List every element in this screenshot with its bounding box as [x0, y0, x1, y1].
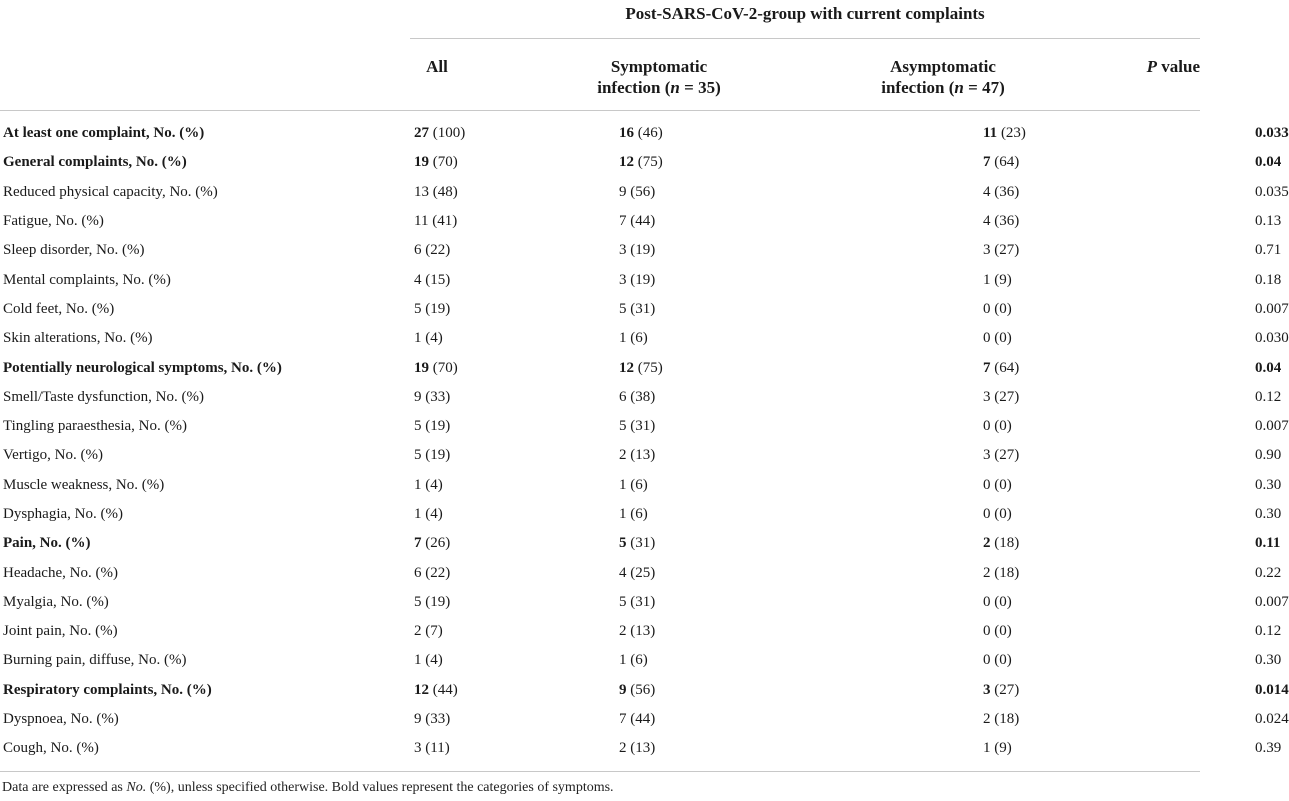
cell-all	[413, 617, 558, 646]
cell-symptomatic-sym-n: 7	[619, 711, 627, 728]
cell-p-value-p: 0.014	[1255, 681, 1289, 698]
cell-all-all-pct: (19)	[421, 300, 451, 317]
row-label-label: Vertigo, No. (%)	[3, 447, 103, 464]
cell-p-value-p: 0.39	[1255, 740, 1282, 757]
cell-p-value-p: 0.04	[1255, 359, 1282, 376]
cell-p-value-p: 0.030	[1255, 330, 1289, 347]
footer-rule	[0, 771, 1200, 772]
cell-all-all-n: 3	[414, 740, 422, 757]
cell-asymptomatic-asym-n: 4	[983, 213, 991, 230]
header-rule	[0, 110, 1200, 111]
cell-all	[413, 324, 558, 353]
row-label	[0, 676, 413, 705]
cell-asymptomatic	[903, 207, 1255, 236]
cell-p-value-p: 0.18	[1255, 271, 1282, 288]
cell-asymptomatic	[903, 558, 1255, 587]
cell-all-all-n: 1	[414, 330, 422, 347]
cell-symptomatic	[558, 676, 903, 705]
table-row	[0, 646, 1255, 675]
cell-all-all-n: 4	[414, 271, 422, 288]
cell-all	[413, 383, 558, 412]
row-label	[0, 383, 413, 412]
cell-symptomatic-sym-pct: (38)	[626, 388, 656, 405]
cell-p-value-p: 0.22	[1255, 564, 1282, 581]
cell-symptomatic	[558, 617, 903, 646]
cell-symptomatic-sym-n: 3	[619, 242, 627, 259]
table-row	[0, 207, 1255, 236]
cell-symptomatic-sym-n: 2	[619, 740, 627, 757]
cell-symptomatic-sym-pct: (31)	[626, 593, 656, 610]
cell-symptomatic-sym-pct: (13)	[626, 740, 656, 757]
cell-symptomatic-sym-n: 2	[619, 623, 627, 640]
cell-all-all-n: 2	[414, 623, 422, 640]
cell-symptomatic-sym-pct: (13)	[626, 447, 656, 464]
table-row	[0, 353, 1255, 382]
cell-asymptomatic	[903, 500, 1255, 529]
cell-symptomatic	[558, 148, 903, 177]
cell-asymptomatic-asym-n: 2	[983, 535, 991, 552]
cell-all-all-pct: (33)	[421, 711, 451, 728]
cell-asymptomatic-asym-pct: (64)	[990, 359, 1020, 376]
cell-symptomatic-sym-pct: (31)	[626, 535, 656, 552]
table-row	[0, 383, 1255, 412]
cell-asymptomatic	[903, 265, 1255, 294]
row-label	[0, 734, 413, 763]
cell-asymptomatic-asym-pct: (27)	[990, 242, 1020, 259]
cell-p-value-p: 0.007	[1255, 593, 1289, 610]
cell-asymptomatic-asym-pct: (64)	[990, 154, 1020, 171]
cell-all-all-n: 13	[414, 183, 429, 200]
cell-symptomatic-sym-pct: (46)	[634, 125, 663, 142]
cell-symptomatic-sym-n: 16	[619, 125, 634, 142]
cell-asymptomatic-asym-pct: (0)	[990, 623, 1012, 640]
cell-asymptomatic-asym-n: 1	[983, 271, 991, 288]
cell-all-all-n: 9	[414, 711, 422, 728]
cell-all-all-pct: (19)	[421, 418, 451, 435]
row-label-label: Smell/Taste dysfunction, No. (%)	[3, 388, 204, 405]
row-label-label: Respiratory complaints, No. (%)	[3, 681, 212, 698]
cell-all-all-pct: (48)	[429, 183, 458, 200]
table-row	[0, 119, 1255, 148]
table-row	[0, 676, 1255, 705]
cell-p-value-p: 0.035	[1255, 183, 1289, 200]
cell-asymptomatic-asym-n: 3	[983, 447, 991, 464]
cell-symptomatic-sym-pct: (44)	[626, 213, 656, 230]
cell-asymptomatic-asym-pct: (18)	[990, 711, 1020, 728]
cell-symptomatic	[558, 588, 903, 617]
column-header-p-value: P value	[1146, 57, 1200, 76]
cell-asymptomatic-asym-n: 7	[983, 359, 991, 376]
cell-symptomatic-sym-n: 7	[619, 213, 627, 230]
row-label	[0, 295, 413, 324]
cell-asymptomatic-asym-pct: (0)	[990, 593, 1012, 610]
cell-symptomatic	[558, 471, 903, 500]
row-label	[0, 353, 413, 382]
table-row	[0, 471, 1255, 500]
row-label-label: Cold feet, No. (%)	[3, 300, 115, 317]
row-label	[0, 529, 413, 558]
cell-all-all-n: 11	[414, 213, 429, 230]
cell-symptomatic	[558, 383, 903, 412]
cell-asymptomatic-asym-pct: (0)	[990, 476, 1012, 493]
cell-asymptomatic	[903, 529, 1255, 558]
cell-asymptomatic	[903, 353, 1255, 382]
cell-asymptomatic-asym-pct: (0)	[990, 652, 1012, 669]
cell-symptomatic	[558, 236, 903, 265]
cell-symptomatic	[558, 646, 903, 675]
cell-all	[413, 646, 558, 675]
cell-asymptomatic	[903, 588, 1255, 617]
cell-all-all-pct: (11)	[421, 740, 450, 757]
cell-symptomatic-sym-pct: (44)	[626, 711, 656, 728]
cell-asymptomatic-asym-n: 11	[983, 125, 998, 142]
cell-symptomatic	[558, 529, 903, 558]
row-label	[0, 441, 413, 470]
cell-symptomatic-sym-pct: (6)	[626, 652, 648, 669]
cell-all-all-n: 1	[414, 652, 422, 669]
cell-all-all-n: 1	[414, 506, 422, 522]
cell-asymptomatic-asym-n: 3	[983, 388, 991, 405]
cell-asymptomatic-asym-pct: (36)	[990, 183, 1020, 200]
cell-asymptomatic-asym-n: 0	[983, 652, 991, 669]
cell-all-all-n: 19	[414, 154, 429, 171]
cell-p-value-p: 0.71	[1255, 242, 1282, 259]
row-label	[0, 236, 413, 265]
row-label-label: Sleep disorder, No. (%)	[3, 242, 145, 259]
row-label-label: Burning pain, diffuse, No. (%)	[3, 652, 187, 669]
cell-symptomatic-sym-pct: (6)	[626, 506, 648, 522]
cell-p-value-p: 0.11	[1255, 535, 1281, 552]
cell-asymptomatic	[903, 471, 1255, 500]
cell-asymptomatic-asym-n: 1	[983, 740, 991, 757]
cell-all	[413, 148, 558, 177]
row-label-label: Reduced physical capacity, No. (%)	[3, 183, 218, 200]
cell-symptomatic-sym-pct: (19)	[626, 242, 656, 259]
cell-all-all-pct: (44)	[429, 681, 458, 698]
row-label-label: Mental complaints, No. (%)	[3, 271, 171, 288]
cell-p-value-p: 0.30	[1255, 476, 1282, 493]
cell-asymptomatic-asym-n: 0	[983, 506, 991, 522]
cell-all	[413, 441, 558, 470]
cell-asymptomatic-asym-pct: (0)	[990, 506, 1012, 522]
cell-asymptomatic-asym-n: 2	[983, 711, 991, 728]
row-label	[0, 500, 413, 529]
row-label	[0, 148, 413, 177]
row-label-label: Fatigue, No. (%)	[3, 213, 104, 230]
row-label-label: Headache, No. (%)	[3, 564, 118, 581]
cell-symptomatic-sym-pct: (25)	[626, 564, 656, 581]
cell-symptomatic	[558, 295, 903, 324]
cell-symptomatic-sym-n: 9	[619, 183, 627, 200]
column-header-asymptomatic: Asymptomatic infection (n = 47)	[881, 57, 1005, 97]
cell-all	[413, 471, 558, 500]
cell-symptomatic-sym-pct: (31)	[626, 300, 656, 317]
cell-symptomatic	[558, 558, 903, 587]
cell-asymptomatic-asym-n: 0	[983, 476, 991, 493]
cell-asymptomatic-asym-n: 0	[983, 418, 991, 435]
cell-p-value-p: 0.033	[1255, 125, 1289, 142]
cell-p-value-p: 0.007	[1255, 418, 1289, 435]
cell-symptomatic-sym-n: 1	[619, 652, 627, 669]
cell-all-all-pct: (22)	[421, 564, 451, 581]
cell-symptomatic-sym-pct: (6)	[626, 476, 648, 493]
cell-asymptomatic	[903, 734, 1255, 763]
cell-all-all-n: 1	[414, 476, 422, 493]
row-label	[0, 705, 413, 734]
row-label-label: Myalgia, No. (%)	[3, 593, 109, 610]
row-label-label: Muscle weakness, No. (%)	[3, 476, 165, 493]
cell-asymptomatic	[903, 412, 1255, 441]
cell-symptomatic	[558, 265, 903, 294]
row-label-label: Cough, No. (%)	[3, 740, 99, 757]
table-row	[0, 412, 1255, 441]
cell-all	[413, 119, 558, 148]
cell-all-all-n: 7	[414, 535, 422, 552]
row-label-label: Dyspnoea, No. (%)	[3, 711, 119, 728]
cell-all-all-pct: (22)	[421, 242, 451, 259]
cell-symptomatic	[558, 441, 903, 470]
cell-symptomatic-sym-pct: (31)	[626, 418, 656, 435]
cell-symptomatic	[558, 178, 903, 207]
complaints-table	[0, 119, 1289, 764]
cell-asymptomatic-asym-pct: (18)	[990, 535, 1020, 552]
row-label-label: Joint pain, No. (%)	[3, 623, 118, 640]
cell-all-all-pct: (19)	[421, 447, 451, 464]
group-header-rule	[410, 38, 1200, 39]
cell-asymptomatic	[903, 295, 1255, 324]
row-label	[0, 646, 413, 675]
table-row	[0, 558, 1255, 587]
cell-p-value-p: 0.30	[1255, 506, 1282, 522]
row-label-label: Pain, No. (%)	[3, 535, 91, 552]
cell-symptomatic-sym-n: 1	[619, 506, 627, 522]
cell-p-value-p: 0.13	[1255, 213, 1282, 230]
cell-symptomatic-sym-pct: (56)	[626, 681, 656, 698]
cell-all-all-n: 6	[414, 564, 422, 581]
cell-symptomatic-sym-pct: (75)	[634, 154, 663, 171]
cell-p-value-p: 0.12	[1255, 623, 1282, 640]
cell-all-all-n: 5	[414, 300, 422, 317]
cell-p-value-p: 0.04	[1255, 154, 1282, 171]
cell-all-all-n: 6	[414, 242, 422, 259]
table-row	[0, 324, 1255, 353]
cell-asymptomatic	[903, 676, 1255, 705]
cell-symptomatic-sym-n: 12	[619, 154, 634, 171]
row-label	[0, 178, 413, 207]
cell-all	[413, 529, 558, 558]
cell-all-all-pct: (26)	[421, 535, 451, 552]
cell-asymptomatic-asym-pct: (9)	[990, 740, 1012, 757]
row-label	[0, 588, 413, 617]
cell-all	[413, 705, 558, 734]
cell-asymptomatic	[903, 119, 1255, 148]
cell-symptomatic-sym-n: 1	[619, 330, 627, 347]
cell-asymptomatic-asym-n: 2	[983, 564, 991, 581]
cell-asymptomatic-asym-n: 3	[983, 242, 991, 259]
cell-asymptomatic	[903, 617, 1255, 646]
cell-all	[413, 236, 558, 265]
cell-all	[413, 207, 558, 236]
table-row	[0, 588, 1255, 617]
cell-symptomatic-sym-n: 3	[619, 271, 627, 288]
cell-all-all-pct: (4)	[421, 652, 443, 669]
cell-symptomatic-sym-n: 5	[619, 593, 627, 610]
cell-asymptomatic-asym-pct: (36)	[990, 213, 1020, 230]
column-header-all: All	[426, 57, 448, 76]
cell-asymptomatic	[903, 383, 1255, 412]
table-row	[0, 500, 1255, 529]
row-label	[0, 324, 413, 353]
cell-asymptomatic	[903, 705, 1255, 734]
cell-symptomatic	[558, 705, 903, 734]
cell-asymptomatic-asym-pct: (23)	[997, 125, 1026, 142]
cell-asymptomatic-asym-pct: (27)	[990, 447, 1020, 464]
cell-all	[413, 412, 558, 441]
cell-all-all-pct: (15)	[421, 271, 451, 288]
cell-symptomatic	[558, 353, 903, 382]
cell-asymptomatic-asym-pct: (27)	[990, 681, 1020, 698]
cell-all-all-pct: (100)	[429, 125, 466, 142]
cell-asymptomatic-asym-pct: (27)	[990, 388, 1020, 405]
table-row	[0, 236, 1255, 265]
cell-symptomatic-sym-n: 12	[619, 359, 634, 376]
cell-all	[413, 676, 558, 705]
group-header-title: Post-SARS-CoV-2-group with current complaints	[625, 4, 985, 23]
cell-all-all-pct: (70)	[429, 359, 458, 376]
cell-asymptomatic-asym-n: 4	[983, 183, 991, 200]
row-label-label: Potentially neurological symptoms, No. (%)	[3, 359, 282, 376]
row-label	[0, 207, 413, 236]
cell-symptomatic-sym-n: 4	[619, 564, 627, 581]
table-row	[0, 529, 1255, 558]
cell-symptomatic-sym-n: 2	[619, 447, 627, 464]
cell-all-all-pct: (4)	[421, 506, 443, 522]
table-row	[0, 148, 1255, 177]
cell-all-all-pct: (19)	[421, 593, 451, 610]
cell-all	[413, 295, 558, 324]
cell-all-all-pct: (4)	[421, 330, 443, 347]
cell-asymptomatic	[903, 646, 1255, 675]
cell-all	[413, 500, 558, 529]
cell-asymptomatic-asym-pct: (0)	[990, 300, 1012, 317]
table-row	[0, 705, 1255, 734]
cell-asymptomatic-asym-pct: (9)	[990, 271, 1012, 288]
row-label-label: General complaints, No. (%)	[3, 154, 187, 171]
cell-symptomatic	[558, 207, 903, 236]
cell-all	[413, 178, 558, 207]
row-label	[0, 617, 413, 646]
cell-asymptomatic-asym-pct: (0)	[990, 330, 1012, 347]
cell-symptomatic	[558, 734, 903, 763]
cell-symptomatic-sym-pct: (6)	[626, 330, 648, 347]
row-label	[0, 412, 413, 441]
row-label-label: Dysphagia, No. (%)	[3, 506, 123, 522]
cell-asymptomatic-asym-n: 0	[983, 623, 991, 640]
cell-asymptomatic-asym-pct: (18)	[990, 564, 1020, 581]
cell-p-value-p: 0.90	[1255, 447, 1282, 464]
cell-all-all-n: 27	[414, 125, 429, 142]
cell-asymptomatic-asym-n: 0	[983, 300, 991, 317]
cell-asymptomatic-asym-n: 7	[983, 154, 991, 171]
cell-asymptomatic	[903, 148, 1255, 177]
cell-p-value-p: 0.007	[1255, 300, 1289, 317]
cell-all	[413, 588, 558, 617]
table-row	[0, 178, 1255, 207]
cell-all	[413, 734, 558, 763]
cell-asymptomatic	[903, 324, 1255, 353]
table-row	[0, 295, 1255, 324]
cell-p-value-p: 0.30	[1255, 652, 1282, 669]
cell-symptomatic-sym-pct: (13)	[626, 623, 656, 640]
cell-asymptomatic	[903, 441, 1255, 470]
row-label-label: At least one complaint, No. (%)	[3, 125, 205, 142]
cell-all-all-pct: (33)	[421, 388, 451, 405]
cell-asymptomatic-asym-n: 0	[983, 593, 991, 610]
cell-symptomatic-sym-n: 9	[619, 681, 627, 698]
cell-all-all-n: 5	[414, 418, 422, 435]
table-row	[0, 617, 1255, 646]
cell-asymptomatic-asym-n: 3	[983, 681, 991, 698]
row-label-label: Tingling paraesthesia, No. (%)	[3, 418, 187, 435]
table-row	[0, 734, 1255, 763]
cell-symptomatic	[558, 324, 903, 353]
cell-symptomatic-sym-pct: (56)	[626, 183, 656, 200]
cell-p-value-p: 0.12	[1255, 388, 1282, 405]
row-label	[0, 558, 413, 587]
cell-symptomatic-sym-pct: (75)	[634, 359, 663, 376]
cell-symptomatic-sym-n: 1	[619, 476, 627, 493]
cell-symptomatic	[558, 119, 903, 148]
cell-symptomatic-sym-pct: (19)	[626, 271, 656, 288]
table-footnote: Data are expressed as No. (%), unless specified otherwise. Bold values represent the categories of symptoms.	[2, 780, 614, 795]
cell-symptomatic-sym-n: 5	[619, 418, 627, 435]
cell-p-value-p: 0.024	[1255, 711, 1289, 728]
table-row	[0, 265, 1255, 294]
cell-asymptomatic-asym-n: 0	[983, 330, 991, 347]
row-label-label: Skin alterations, No. (%)	[3, 330, 153, 347]
cell-asymptomatic	[903, 236, 1255, 265]
cell-all-all-n: 19	[414, 359, 429, 376]
column-header-symptomatic: Symptomatic infection (n = 35)	[597, 57, 721, 97]
cell-all-all-pct: (7)	[421, 623, 443, 640]
cell-symptomatic-sym-n: 6	[619, 388, 627, 405]
row-label	[0, 265, 413, 294]
cell-all-all-n: 5	[414, 447, 422, 464]
cell-symptomatic	[558, 500, 903, 529]
table-row	[0, 441, 1255, 470]
cell-all	[413, 265, 558, 294]
cell-all-all-n: 9	[414, 388, 422, 405]
cell-all-all-pct: (41)	[428, 213, 458, 230]
cell-asymptomatic-asym-pct: (0)	[990, 418, 1012, 435]
cell-all	[413, 558, 558, 587]
cell-all-all-n: 5	[414, 593, 422, 610]
cell-all-all-pct: (70)	[429, 154, 458, 171]
cell-all	[413, 353, 558, 382]
row-label	[0, 119, 413, 148]
table-body	[0, 119, 1289, 764]
cell-all-all-n: 12	[414, 681, 429, 698]
cell-symptomatic-sym-n: 5	[619, 535, 627, 552]
cell-asymptomatic	[903, 178, 1255, 207]
cell-symptomatic-sym-n: 5	[619, 300, 627, 317]
row-label	[0, 471, 413, 500]
cell-symptomatic	[558, 412, 903, 441]
cell-all-all-pct: (4)	[421, 476, 443, 493]
